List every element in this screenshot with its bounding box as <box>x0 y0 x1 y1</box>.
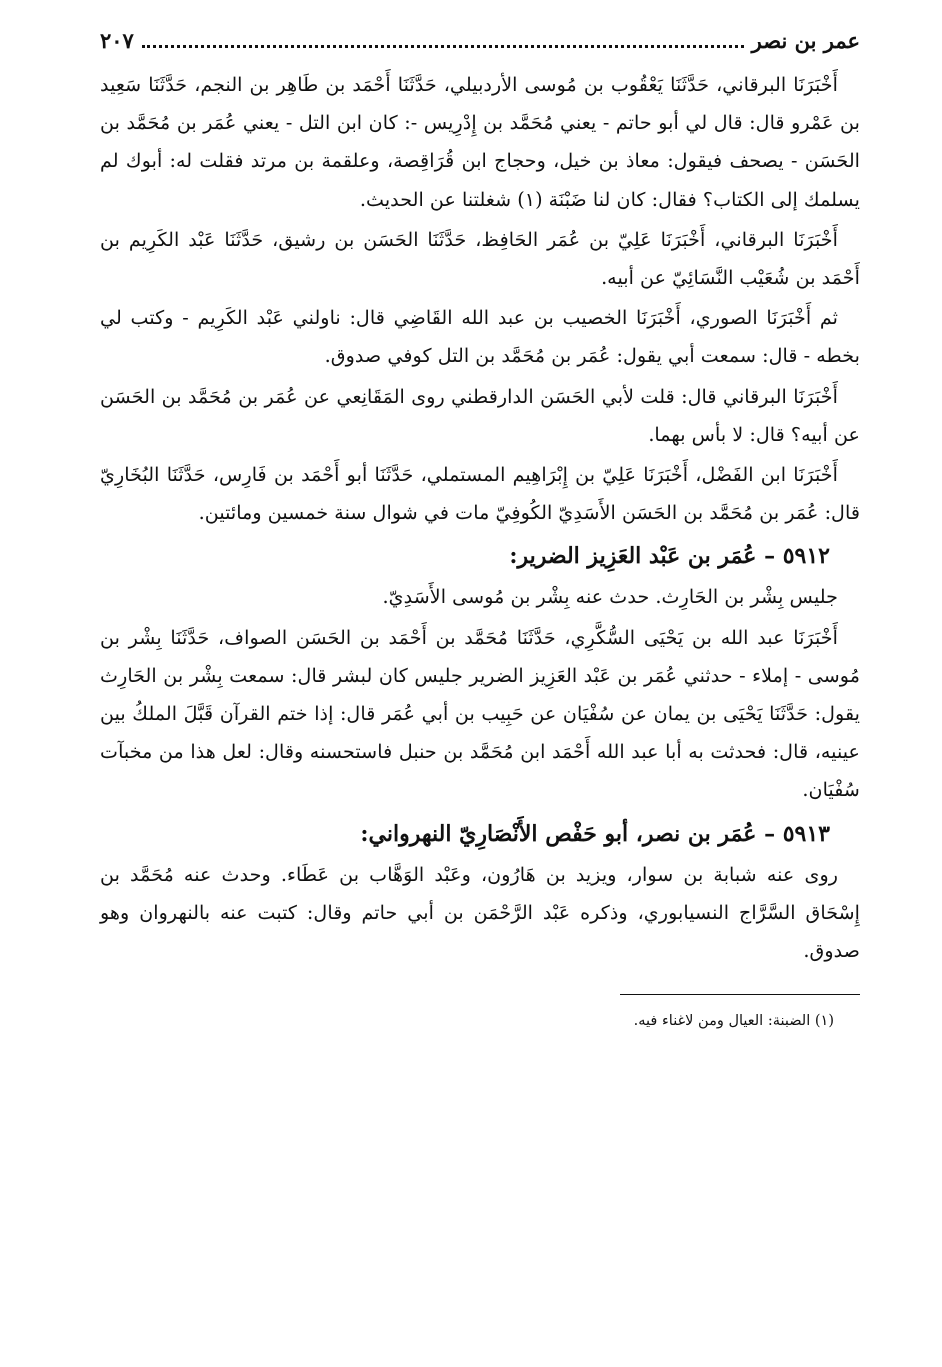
paragraph: روى عنه شبابة بن سوار، ويزيد بن هَارُون، وعَبْد الوَهَّاب بن عَطَاء. وحدث عنه مُحَمَّد بن إِسْحَاق السَّرَّاج النسيابوري، وذكره عَبْد الرَّحْمَن بن أبي حاتم وقال: كتبت عنه بالنهروان وهو صدوق. <box>100 862 860 963</box>
header-leader-dots <box>142 31 744 48</box>
book-page <box>100 28 860 1033</box>
page-number: ٢٠٧ <box>100 28 134 53</box>
paragraph: أَخْبَرَنَا البرقاني، حَدَّثَنَا يَعْقُوب بن مُوسى الأردبيلي، حَدَّثَنَا أَحْمَد بن طَاهِر بن النجم، حَدَّثَنَا سَعِيد بن عَمْرو قال: قال لي أبو حاتم - يعني مُحَمَّد بن إِدْرِيس -: كان ابن التل - يعني عُمَر بن مُحَمَّد بن الحَسَن - يصحف فيقول: معاذ بن خيل، وحجاج ابن قُرَاقِصة، وعلقمة بن مرتد فقلت له: أبوك لم يسلمك إلى الكتاب؟ فقال: كان لنا ضَبْنَة (١) شغلتنا عن الحديث. <box>100 73 860 211</box>
paragraph: جليس بِشْر بن الحَارِث. حدث عنه بِشْر بن مُوسى الأَسَدِيّ. <box>382 585 838 609</box>
entry-heading-5913: ٥٩١٣ – عُمَر بن نصر، أبو حَفْص الأَنْصَارِيّ النهرواني: <box>360 820 830 847</box>
footnote-divider <box>620 994 860 995</box>
running-title: عمر بن نصر <box>751 28 860 53</box>
entry-heading-5912: ٥٩١٢ – عُمَر بن عَبْد العَزِيز الضرير: <box>509 543 830 570</box>
paragraph: أَخْبَرَنَا البرقاني، أَخْبَرَنَا عَلِيّ بن عُمَر الحَافِظ، حَدَّثَنَا الحَسَن بن رشيق، حَدَّثَنَا عَبْد الكَرِيم بن أَحْمَد بن شُعَيْب النَّسَائِيّ عن أبيه. <box>100 227 860 290</box>
paragraph: أَخْبَرَنَا ابن الفَضْل، أَخْبَرَنَا عَلِيّ بن إِبْرَاهِيم المستملي، حَدَّثَنَا أبو أَحْمَد بن فَارِس، حَدَّثَنَا البُخَارِيّ قال: عُمَر بن مُحَمَّد بن الحَسَن الأَسَدِيّ الكُوفِيّ مات في شوال سنة خمسين ومائتين. <box>100 463 860 525</box>
page-header <box>100 28 860 66</box>
footnote: (١) الضبنة: العيال ومن لاغناء فيه. <box>633 1013 834 1030</box>
paragraph: ثم أَخْبَرَنَا الصوري، أَخْبَرَنَا الخصيب بن عبد الله القَاضِي قال: ناولني عَبْد الكَرِيم - وكتب لي بخطه - قال: سمعت أبي يقول: عُمَر بن مُحَمَّد بن التل كوفي صدوق. <box>100 306 860 368</box>
paragraph: أَخْبَرَنَا عبد الله بن يَحْيَى السُّكَّرِي، حَدَّثَنَا مُحَمَّد بن أَحْمَد بن الحَسَن الصواف، حَدَّثَنَا بِشْر بن مُوسى - إملاء - حدثني عُمَر بن عَبْد العَزِيز الضرير جليس كان لبشر قال: سمعت بِشْر بن الحَارِث يقول: حَدَّثَنَا يَحْيَى بن يمان عن سُفْيَان عن حَبِيب بن أبي عُمَر قال: إذا ختم القرآن قَبَّلَ الملكُ بين عينيه، قال: فحدثت به أبا عبد الله أَحْمَد ابن مُحَمَّد بن حنبل فاستحسنه وقال: لعل هذا من مخبآت سُفْيَان. <box>100 625 860 802</box>
paragraph: أَخْبَرَنَا البرقاني قال: قلت لأبي الحَسَن الدارقطني روى المَقَانِعي عن عُمَر بن مُحَمَّد بن الحَسَن عن أبيه؟ قال: لا بأس بهما. <box>100 384 860 446</box>
